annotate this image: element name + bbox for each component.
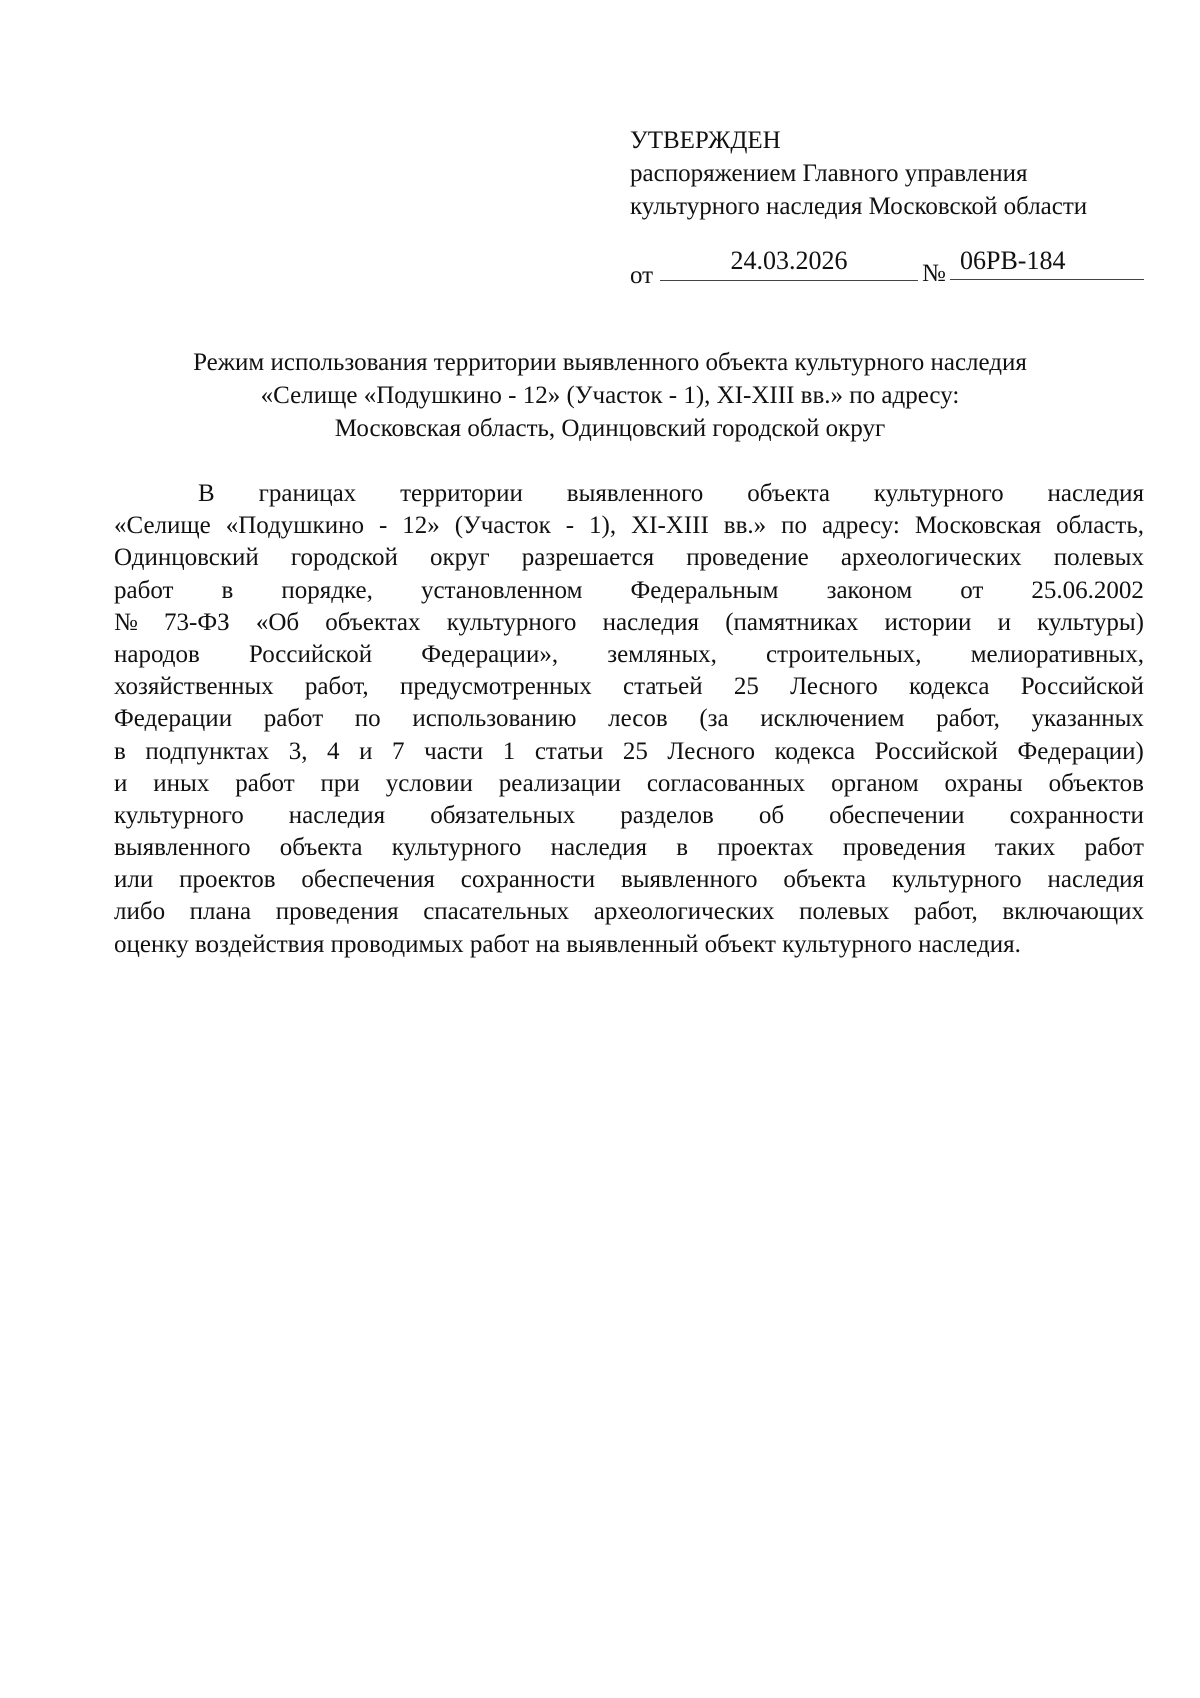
body-line: и иных работ при условии реализации согласованных органом охраны объектов — [114, 769, 1144, 797]
body-line: хозяйственных работ, предусмотренных статьей 25 Лесного кодекса Российской — [114, 673, 1144, 701]
approval-number: 06РВ-184 — [950, 247, 1144, 280]
body-line: «Селище «Подушкино - 12» (Участок - 1), XI-XIII вв.» по адресу: Московская область, — [114, 512, 1144, 540]
body-line: в подпунктах 3, 4 и 7 части 1 статьи 25 Лесного кодекса Российской Федерации) — [114, 737, 1144, 765]
body-line: выявленного объекта культурного наследия в проектах проведения таких работ — [114, 834, 1144, 862]
approval-date: 24.03.2026 — [660, 247, 918, 281]
title-line-3: Московская область, Одинцовский городской округ — [334, 415, 886, 442]
approval-authority-line-2: культурного наследия Московской области — [630, 193, 1088, 220]
body-line: В границах территории выявленного объекта культурного наследия — [198, 480, 1144, 507]
body-line: Одинцовский городской округ разрешается проведение археологических полевых — [114, 544, 1144, 572]
body-paragraph — [114, 478, 1144, 961]
title-line-2: «Селище «Подушкино - 12» (Участок - 1), XI-XIII вв.» по адресу: — [260, 382, 960, 409]
body-line: народов Российской Федерации», земляных, строительных, мелиоративных, — [114, 640, 1144, 668]
body-line: № 73-ФЗ «Об объектах культурного наследия (памятниках истории и культуры) — [114, 608, 1144, 636]
approval-authority-line-1: распоряжением Главного управления — [630, 160, 1028, 187]
title-line-1: Режим использования территории выявленного объекта культурного наследия — [193, 349, 1027, 376]
body-line: оценку воздействия проводимых работ на выявленный объект культурного наследия. — [114, 930, 1021, 958]
approval-date-number-row — [630, 247, 1150, 287]
body-line: Федерации работ по использованию лесов (за исключением работ, указанных — [114, 705, 1144, 733]
body-line: культурного наследия обязательных разделов об обеспечении сохранности — [114, 801, 1144, 829]
number-label: № — [922, 260, 946, 287]
approval-status: УТВЕРЖДЕН — [630, 127, 781, 154]
document-title — [110, 346, 1110, 445]
from-label: от — [630, 262, 654, 289]
body-line: либо плана проведения спасательных археологических полевых работ, включающих — [114, 898, 1144, 926]
body-line: или проектов обеспечения сохранности выявленного объекта культурного наследия — [114, 866, 1144, 894]
approval-block — [630, 124, 1150, 287]
body-line: работ в порядке, установленном Федеральным законом от 25.06.2002 — [114, 576, 1144, 604]
